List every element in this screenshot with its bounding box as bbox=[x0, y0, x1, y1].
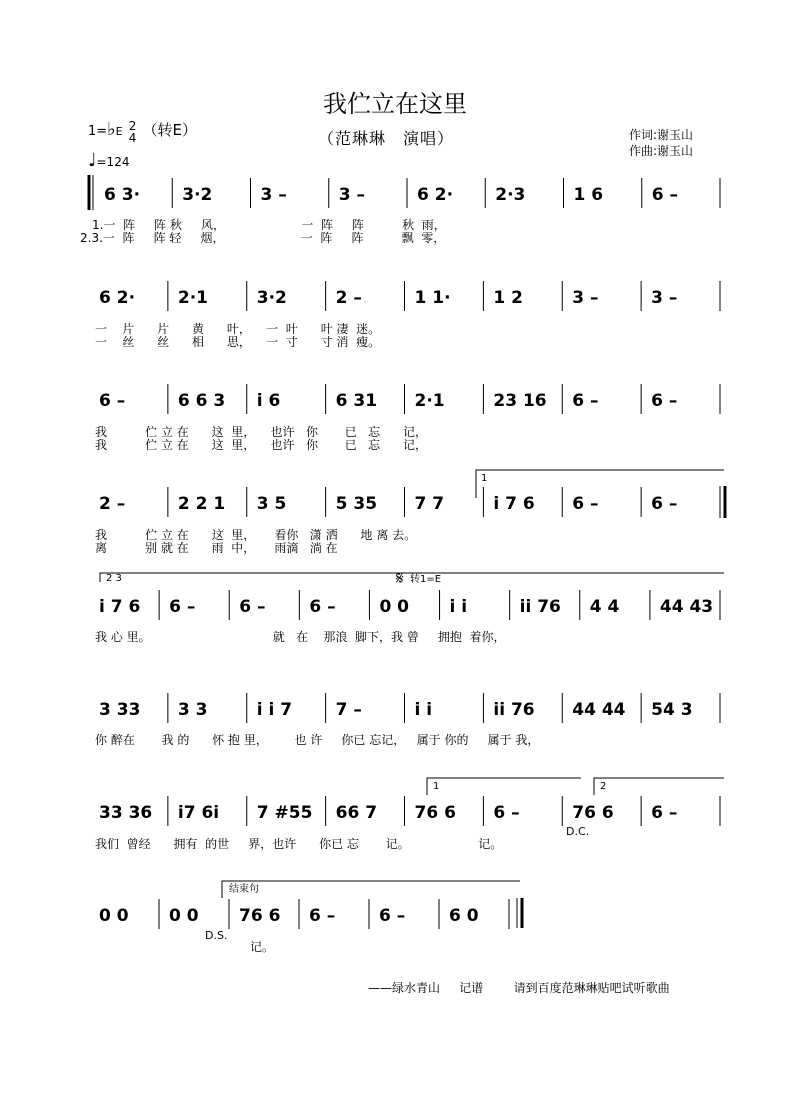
lyric-line: 一 片 片 黄 叶， 一 叶 叶 凄 迷。 bbox=[95, 322, 381, 336]
lyric-line: 我 心 里。 就 在 那浪 脚下，我 曾 拥抱 着你， bbox=[95, 630, 506, 644]
footer-role: 记谱 bbox=[459, 981, 484, 995]
lyric-line: 一 丝 丝 相 思， 一 寸 寸 消 瘦。 bbox=[95, 335, 381, 349]
footer-author: ——绿水青山 bbox=[368, 981, 441, 995]
measure-notes: 3 – bbox=[572, 288, 599, 308]
measure-notes: i i bbox=[414, 700, 433, 720]
measure-notes: ii 76 bbox=[519, 597, 561, 617]
measure-notes: 3 – bbox=[651, 288, 678, 308]
measure-notes: 1 6 bbox=[573, 185, 604, 205]
measure-notes: 6 – bbox=[239, 597, 266, 617]
measure-notes: 6 – bbox=[651, 185, 678, 205]
measure-notes: 6 2· bbox=[99, 288, 136, 308]
song-subtitle: （范琳琳 演唱） bbox=[318, 129, 455, 148]
measure-notes: 3 – bbox=[338, 185, 365, 205]
measure-notes: 54 3 bbox=[651, 700, 693, 720]
segno-icon: 𝄋 bbox=[396, 568, 404, 589]
measure-notes: 44 43 bbox=[659, 597, 714, 617]
flat-sign: ♭ bbox=[107, 119, 116, 140]
measure-notes: 6 – bbox=[572, 494, 599, 514]
measure-notes: 2 – bbox=[99, 494, 126, 514]
measure-notes: 33 36 bbox=[99, 803, 153, 823]
measure-notes: 6 – bbox=[572, 391, 599, 411]
lyric-line: 离 别 就 在 雨 中， 雨滴 淌 在 bbox=[95, 541, 338, 555]
modulation: （转E） bbox=[142, 121, 198, 139]
dc-mark: D.C. bbox=[566, 825, 590, 838]
measure-notes: 76 6 bbox=[572, 803, 614, 823]
measure-notes: 6 31 bbox=[335, 391, 378, 411]
ds-mark: D.S. bbox=[205, 929, 228, 942]
lyric-line: 你 醉在 我 的 怀 抱 里， 也 许 你已 忘记， 属于 你的 属于 我， bbox=[95, 733, 540, 747]
footer bbox=[368, 979, 670, 996]
measure-notes: 6 3· bbox=[104, 185, 141, 205]
measure-notes: 7 #55 bbox=[256, 803, 313, 823]
measure-notes: 0 0 bbox=[99, 906, 129, 926]
volta-2-bracket bbox=[594, 778, 724, 795]
time-top: 2 bbox=[128, 118, 137, 133]
lyric-line: 我 伫 立 在 这 里， 看你 潇 洒 地 离 去。 bbox=[95, 528, 417, 542]
measure-notes: i i 7 bbox=[256, 700, 293, 720]
measure-notes: 0 0 bbox=[379, 597, 410, 617]
segno-text: 转1=E bbox=[410, 574, 442, 585]
measure-notes: 5 35 bbox=[335, 494, 378, 514]
measure-notes: 6 0 bbox=[449, 906, 479, 926]
measure-notes: 3·2 bbox=[182, 185, 213, 205]
time-bottom: 4 bbox=[128, 130, 137, 145]
measure-notes: 3 – bbox=[260, 185, 287, 205]
lyric-line: 1.一 阵 阵 秋 风， 一 阵 阵 秋 雨， bbox=[92, 218, 446, 232]
measure-notes: i i bbox=[449, 597, 468, 617]
measure-notes: 6 6 3 bbox=[177, 391, 226, 411]
measure-notes: i 7 6 bbox=[493, 494, 535, 514]
measure-notes: 6 – bbox=[169, 597, 196, 617]
ending-bracket bbox=[222, 881, 520, 898]
volta-1-label: 1 bbox=[481, 473, 488, 484]
volta-1b-bracket bbox=[427, 778, 581, 795]
measure-notes: 3 33 bbox=[99, 700, 141, 720]
volta-1b-label: 1 bbox=[433, 781, 440, 792]
measure-notes: 76 6 bbox=[414, 803, 456, 823]
measure-notes: 2·3 bbox=[495, 185, 526, 205]
volta-23-label: 2 3 bbox=[106, 573, 122, 584]
lyric-line: 2.3.一 阵 阵 轻 烟， 一 阵 阵 飘 零， bbox=[80, 231, 446, 245]
measure-notes: 6 2· bbox=[417, 185, 454, 205]
measure-notes: 66 7 bbox=[335, 803, 378, 823]
measure-notes: 6 – bbox=[379, 906, 406, 926]
measure-notes: 1 1· bbox=[414, 288, 451, 308]
measure-notes: 7 – bbox=[335, 700, 362, 720]
lyric-line: 我们 曾经 拥有 的世 界，也许 你已 忘 记。 记。 bbox=[95, 837, 503, 851]
measure-notes: 3 5 bbox=[256, 494, 287, 514]
tempo-value: =124 bbox=[96, 155, 130, 169]
measure-notes: 2 – bbox=[335, 288, 362, 308]
measure-notes: 6 – bbox=[99, 391, 126, 411]
measure-notes: 3·2 bbox=[256, 288, 287, 308]
volta-2-label: 2 bbox=[600, 781, 607, 792]
key-note: E bbox=[115, 125, 123, 138]
lyric-line: 我 伫 立 在 这 里， 也许 你 已 忘 记， bbox=[95, 425, 428, 439]
measure-notes: i 7 6 bbox=[99, 597, 141, 617]
measure-notes: 6 – bbox=[651, 494, 678, 514]
measure-notes: 7 7 bbox=[414, 494, 445, 514]
measure-notes: 1 2 bbox=[493, 288, 523, 308]
measure-notes: 2 2 1 bbox=[177, 494, 226, 514]
measure-notes: 6 – bbox=[651, 391, 678, 411]
measure-notes: 6 – bbox=[651, 803, 678, 823]
lyric-line: 我 伫 立 在 这 里， 也许 你 已 忘 记， bbox=[95, 438, 428, 452]
measure-notes: ii 76 bbox=[493, 700, 535, 720]
key-prefix: 1= bbox=[88, 124, 108, 139]
measure-notes: 44 44 bbox=[572, 700, 626, 720]
measure-notes: 4 4 bbox=[589, 597, 620, 617]
quarter-note-icon: ♩ bbox=[88, 150, 97, 171]
measure-notes: 3 3 bbox=[177, 700, 208, 720]
measure-notes: 76 6 bbox=[239, 906, 281, 926]
measure-notes: 6 – bbox=[493, 803, 520, 823]
measure-notes: 6 – bbox=[309, 906, 336, 926]
measure-notes: 2·1 bbox=[177, 288, 208, 308]
composer: 作曲:谢玉山 bbox=[629, 144, 694, 158]
measure-notes: 6 – bbox=[309, 597, 336, 617]
measure-notes: 2·1 bbox=[414, 391, 445, 411]
measure-notes: 0 0 bbox=[169, 906, 199, 926]
lyric-line: 记。 bbox=[250, 940, 275, 954]
measure-notes: i 6 bbox=[256, 391, 281, 411]
ending-label: 结束句 bbox=[229, 884, 259, 895]
measure-notes: i7 6i bbox=[177, 803, 220, 823]
footer-note: 请到百度范琳琳贴吧试听歌曲 bbox=[513, 981, 670, 995]
measure-notes: 23 16 bbox=[493, 391, 547, 411]
lyricist: 作词:谢玉山 bbox=[629, 128, 694, 142]
song-title: 我伫立在这里 bbox=[323, 90, 467, 118]
